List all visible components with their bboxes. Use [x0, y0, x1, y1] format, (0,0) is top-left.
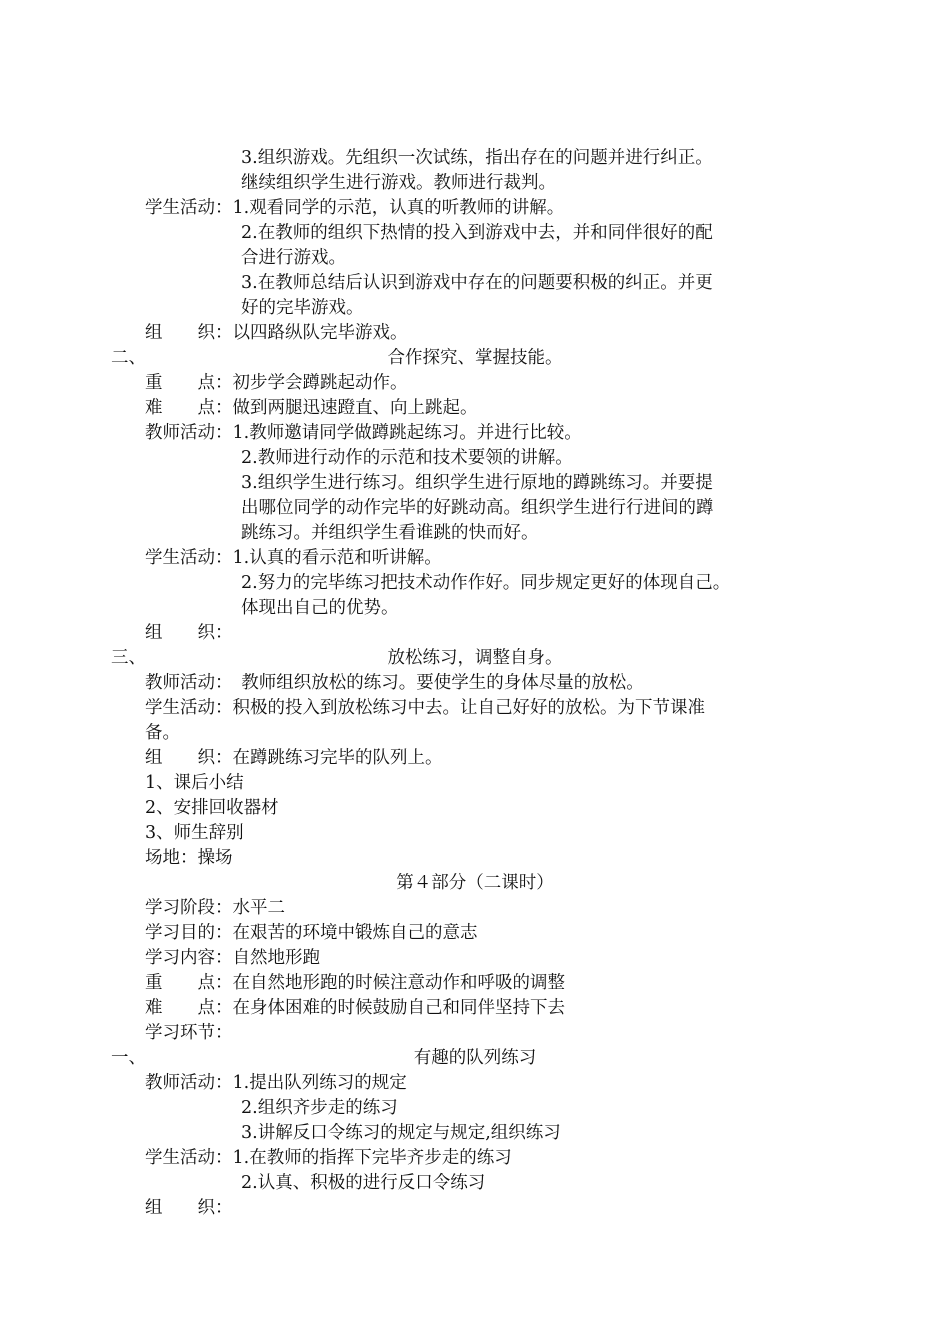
text-line: 继续组织学生进行游戏。教师进行裁判。 — [241, 173, 556, 193]
text-line: 教师活动： 教师组织放松的练习。要使学生的身体尽量的放松。 — [145, 673, 644, 693]
text-line: 难 点：做到两腿迅速蹬直、向上跳起。 — [145, 398, 478, 418]
text-line: 3.在教师总结后认识到游戏中存在的问题要积极的纠正。并更 — [241, 273, 713, 293]
section-number: 一、 — [111, 1048, 146, 1068]
text-line: 3.讲解反口令练习的规定与规定,组织练习 — [241, 1123, 561, 1143]
text-line: 学生活动：1.认真的看示范和听讲解。 — [145, 548, 442, 568]
text-line: 2.组织齐步走的练习 — [241, 1098, 398, 1118]
text-line: 教师活动：1.提出队列练习的规定 — [145, 1073, 407, 1093]
text-line: 学习阶段：水平二 — [145, 898, 285, 918]
text-line: 2.认真、积极的进行反口令练习 — [241, 1173, 486, 1193]
text-line: 学习环节： — [145, 1023, 233, 1043]
text-line: 好的完毕游戏。 — [241, 298, 364, 318]
text-line: 组 织：在蹲跳练习完毕的队列上。 — [145, 748, 443, 768]
text-line: 组 织： — [145, 1198, 233, 1218]
text-line: 合进行游戏。 — [241, 248, 346, 268]
section-number: 三、 — [111, 648, 146, 668]
text-line: 2.在教师的组织下热情的投入到游戏中去，并和同伴很好的配 — [241, 223, 713, 243]
text-line: 出哪位同学的动作完毕的好跳动高。组织学生进行行进间的蹲 — [241, 498, 714, 518]
text-line: 备。 — [145, 723, 180, 743]
section-heading: 合作探究、掌握技能。 — [387, 348, 563, 368]
text-line: 3.组织游戏。先组织一次试练，指出存在的问题并进行纠正。 — [241, 148, 713, 168]
part-heading: 第４部分（二课时） — [396, 873, 554, 893]
text-line: 3.组织学生进行练习。组织学生进行原地的蹲跳练习。并要提 — [241, 473, 713, 493]
text-line: 难 点：在身体困难的时候鼓励自己和同伴坚持下去 — [145, 998, 565, 1018]
text-line: 组 织： — [145, 623, 233, 643]
text-line: 1、课后小结 — [145, 773, 244, 793]
text-line: 2.努力的完毕练习把技术动作作好。同步规定更好的体现自己。 — [241, 573, 731, 593]
section-heading: 放松练习，调整自身。 — [387, 648, 563, 668]
text-line: 教师活动：1.教师邀请同学做蹲跳起练习。并进行比较。 — [145, 423, 582, 443]
text-line: 重 点：初步学会蹲跳起动作。 — [145, 373, 408, 393]
text-line: 组 织：以四路纵队完毕游戏。 — [145, 323, 408, 343]
text-line: 场地：操场 — [145, 848, 233, 868]
section-number: 二、 — [111, 348, 146, 368]
text-line: 体现出自己的优势。 — [241, 598, 399, 618]
text-line: 重 点：在自然地形跑的时候注意动作和呼吸的调整 — [145, 973, 565, 993]
text-line: 学习目的：在艰苦的环境中锻炼自己的意志 — [145, 923, 478, 943]
text-line: 跳练习。并组织学生看谁跳的快而好。 — [241, 523, 539, 543]
section-heading: 有趣的队列练习 — [413, 1048, 537, 1068]
text-line: 2、安排回收器材 — [145, 798, 279, 818]
text-line: 学习内容：自然地形跑 — [145, 948, 320, 968]
text-line: 学生活动：1.在教师的指挥下完毕齐步走的练习 — [145, 1148, 512, 1168]
text-line: 学生活动：1.观看同学的示范，认真的听教师的讲解。 — [145, 198, 565, 218]
text-line: 3、师生辞别 — [145, 823, 244, 843]
text-line: 2.教师进行动作的示范和技术要领的讲解。 — [241, 448, 573, 468]
text-line: 学生活动：积极的投入到放松练习中去。让自己好好的放松。为下节课准 — [145, 698, 705, 718]
